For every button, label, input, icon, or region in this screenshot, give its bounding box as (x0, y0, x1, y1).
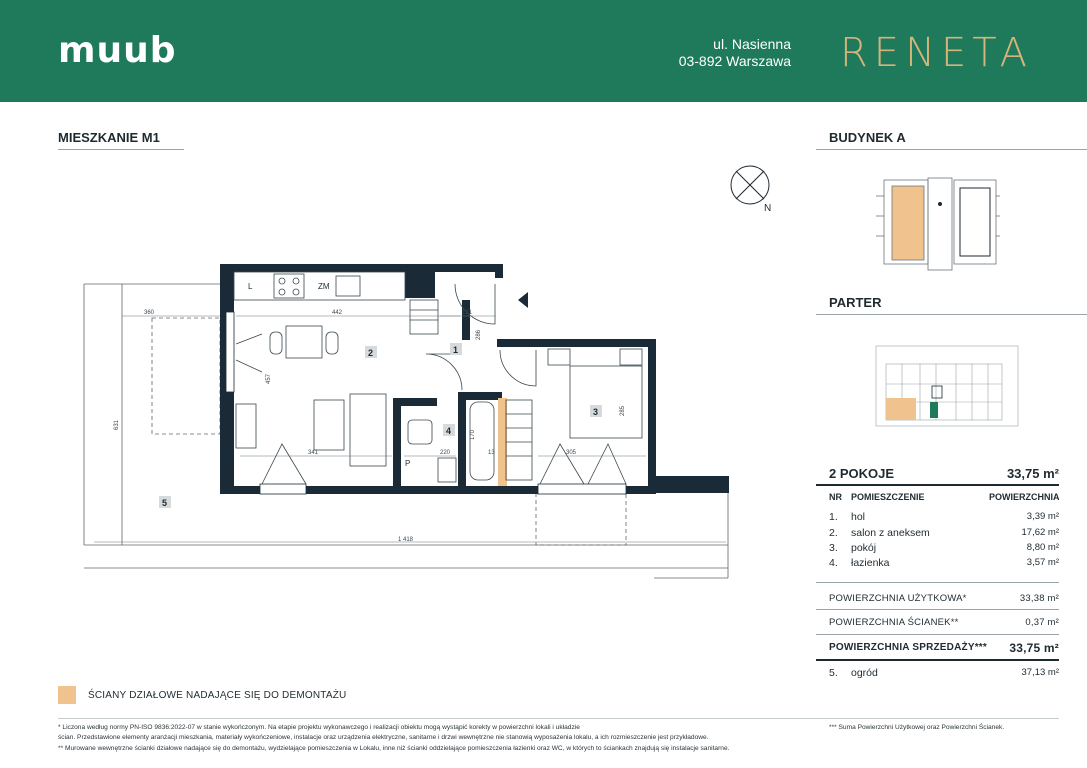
header-bar (0, 0, 1087, 102)
rule-1 (816, 582, 1059, 583)
reneta-logo: RENETA (840, 30, 1033, 76)
dim-13: 13 (488, 450, 495, 456)
room-1-tag: 1 (453, 345, 459, 355)
dim-305: 305 (566, 450, 577, 456)
dim-457: 457 (266, 373, 272, 384)
col-nr: NR (829, 492, 842, 502)
floor-title-rule (816, 314, 1087, 315)
dim-170: 170 (470, 429, 476, 440)
room-name: salon z aneksem (851, 527, 930, 539)
garden-row (829, 667, 1059, 681)
room-nr: 3. (829, 542, 838, 554)
footnote-rule (58, 718, 1059, 719)
room-row (829, 542, 1059, 556)
building-title-rule (816, 149, 1087, 150)
usable-area-row (829, 593, 1059, 604)
dim-360: 360 (144, 310, 155, 316)
room-area: 3,39 m² (1026, 511, 1059, 522)
floor-plan (60, 160, 740, 590)
dim-121: 121 (462, 310, 473, 316)
rooms-summary-header (829, 466, 1059, 481)
room-2-tag: 2 (368, 348, 374, 358)
room-5-tag: 5 (162, 498, 168, 508)
room-name: hol (851, 511, 866, 523)
dim-341: 341 (308, 450, 319, 456)
floor-plan-thumbnail (872, 344, 1022, 436)
room-name: łazienka (851, 557, 890, 569)
room-row (829, 527, 1059, 541)
walls-area-value: 0,37 m² (1025, 617, 1059, 628)
legend-swatch (58, 686, 76, 704)
footnote-2: ** Murowane wewnętrzne ścianki działowe nadające się do demontażu, wydzielające pomieszczenia w Lokalu, inne niż ścianki oddzielające pomieszczenia łazienki oraz WC, w których to ściankach znajdują się instalacje sanitarne. (58, 745, 730, 752)
dim-631: 631 (114, 419, 120, 430)
room-nr: 4. (829, 557, 838, 569)
entrance-arrow (518, 292, 528, 308)
apartment-title-rule (58, 149, 184, 150)
usable-area-value: 33,38 m² (1019, 593, 1059, 604)
room-row (829, 557, 1059, 571)
footnote-1a: * Liczona według normy PN-ISO 9836:2022-07 w stanie wykończonym. Na etapie projektu wykonawczego i realizacji obiektu mogą wystąpić korekty w powierzchni lokali i układzie (58, 724, 580, 731)
room-area: 8,80 m² (1026, 542, 1059, 553)
col-room: POMIESZCZENIE (851, 492, 925, 502)
garden-area: 37,13 m² (1021, 667, 1059, 678)
label-p: P (405, 459, 411, 468)
address (679, 36, 791, 70)
label-zm: ZM (318, 282, 330, 291)
dim-286: 286 (476, 329, 482, 340)
legend-text: ŚCIANY DZIAŁOWE NADAJĄCE SIĘ DO DEMONTAŻU (88, 690, 347, 701)
muub-logo: muub (58, 30, 177, 71)
label-l: L (248, 282, 253, 291)
sale-area-label: POWIERZCHNIA SPRZEDAŻY*** (829, 642, 987, 653)
footnote-1 (58, 723, 798, 754)
room-nr: 1. (829, 511, 838, 523)
room-3-tag: 3 (593, 407, 599, 417)
summary-rule (816, 484, 1059, 486)
room-4-tag: 4 (446, 426, 452, 436)
apartment-title: MIESZKANIE M1 (58, 130, 160, 145)
garden-outline (84, 284, 728, 578)
rule-4 (816, 659, 1059, 661)
sale-area-row (829, 642, 1059, 653)
building-title: BUDYNEK A (829, 130, 906, 145)
room-row (829, 511, 1059, 525)
footnote-1b: ścian. Przedstawione elementy aranżacji mieszkania, materiały wykończeniowe, instalacje oraz urządzenia elektryczne, sanitarne i drzwi wewnętrzne nie stanowią wyposażenia lokalu, a ich rozmieszczenie jest przykładowe. (58, 733, 709, 741)
dim-220: 220 (440, 450, 451, 456)
footnote-3: *** Suma Powierzchni Użytkowej oraz Powierzchni Ścianek. (829, 724, 1005, 731)
rooms-count: 2 POKOJE (829, 466, 895, 481)
garden-nr: 5. (829, 667, 838, 679)
room-area: 17,62 m² (1021, 527, 1059, 538)
total-area: 33,75 m² (1006, 466, 1059, 481)
dim-285: 285 (620, 405, 626, 416)
garden-name: ogród (851, 667, 878, 679)
usable-area-label: POWIERZCHNIA UŻYTKOWA* (829, 593, 967, 604)
walls-area-label: POWIERZCHNIA ŚCIANEK** (829, 617, 959, 628)
sale-area-value: 33,75 m² (1009, 641, 1059, 655)
col-area: POWIERZCHNIA (989, 492, 1060, 502)
fittings (234, 272, 642, 484)
room-name: pokój (851, 542, 877, 554)
floor-title: PARTER (829, 295, 882, 310)
dim-1418: 1 418 (398, 537, 414, 543)
dim-442: 442 (332, 310, 343, 316)
walls (220, 264, 729, 494)
dimension-lines (94, 316, 726, 542)
room-nr: 2. (829, 527, 838, 539)
building-a-thumbnail (876, 176, 1000, 272)
walls-area-row (829, 617, 1059, 628)
address-city: 03-892 Warszawa (678, 53, 791, 69)
address-street: ul. Nasienna (713, 36, 791, 52)
room-area: 3,57 m² (1026, 557, 1059, 568)
rule-2 (816, 609, 1059, 610)
rule-3 (816, 634, 1059, 635)
compass-north-label: N (764, 203, 772, 214)
